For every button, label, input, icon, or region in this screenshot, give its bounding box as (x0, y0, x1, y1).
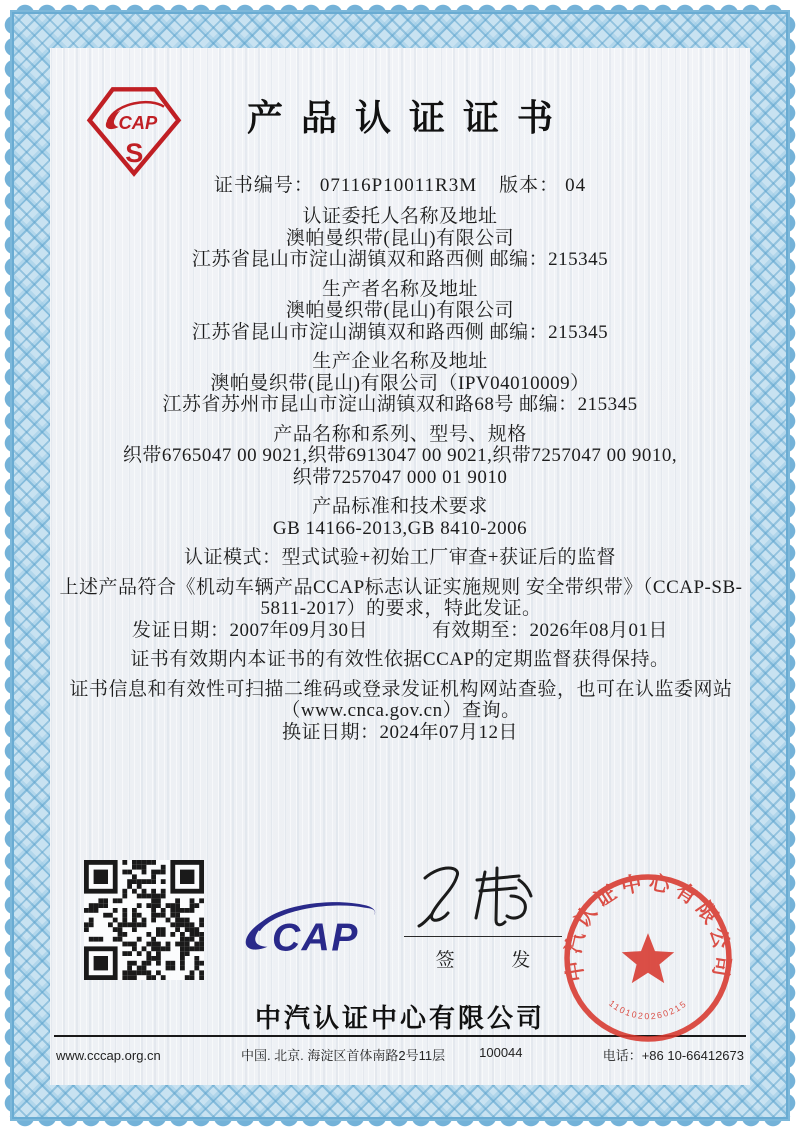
issuer-company-name: 中汽认证中心有限公司 (254, 1003, 545, 1033)
standards-section (55, 496, 745, 539)
issue-date: 发证日期：2007年09月30日 (131, 619, 368, 641)
footer-address: 中国. 北京. 海淀区首体南路2号11层 (240, 1048, 446, 1063)
certificate-body (55, 206, 745, 751)
certification-mode-line: 认证模式：型式试验+初始工厂审查+获证后的监督 (184, 547, 616, 568)
dates-row (55, 620, 745, 642)
cert-no-value: 07116P10011R3M (319, 175, 478, 196)
verification-statement: 证书信息和有效性可扫描二维码或登录发证机构网站查验，也可在认监委网站（www.cnca.gov.cn）查询。 (69, 678, 733, 721)
svg-text:1101020260215: 1101020260215 (606, 998, 690, 1022)
factory-section (55, 351, 745, 416)
producer-name: 澳帕曼织带(昆山)有限公司 (285, 300, 515, 321)
svg-text:S: S (125, 137, 144, 168)
svg-text:中汽认证中心有限公司: 中汽认证中心有限公司 (562, 872, 734, 983)
producer-heading: 生产者名称及地址 (321, 278, 478, 300)
standards-value: GB 14166-2013,GB 8410-2006 (272, 517, 528, 539)
signature-handwriting (407, 856, 559, 934)
svg-text:CAP: CAP (272, 916, 359, 960)
footer-website: www.cccap.org.cn (56, 1048, 161, 1063)
renewal-date-line: 换证日期：2024年07月12日 (281, 721, 519, 743)
svg-text:CAP: CAP (118, 111, 158, 133)
expiry-date: 有效期至：2026年08月01日 (432, 619, 669, 641)
footer-phone: 电话：+86 10-66412673 (602, 1048, 744, 1063)
product-heading: 产品名称和系列、型号、规格 (273, 423, 527, 445)
maintain-statement: 证书有效期内本证书的有效性依据CCAP的定期监督获得保持。 (130, 649, 670, 670)
certificate-number-row (0, 170, 800, 197)
qr-code (84, 860, 204, 980)
company-seal-stamp (556, 866, 740, 1050)
signature-block (404, 856, 562, 972)
signature-line (404, 936, 562, 937)
factory-name: 澳帕曼织带(昆山)有限公司（IPV04010009） (210, 372, 590, 394)
producer-section (55, 279, 745, 344)
signature-label: 签 发 (435, 950, 557, 971)
conformity-statement: 上述产品符合《机动车辆产品CCAP标志认证实施规则 安全带织带》（CCAP-SB-5811-2017）的要求，特此发证。 (59, 576, 743, 619)
applicant-heading: 认证委托人名称及地址 (302, 206, 498, 227)
applicant-name: 澳帕曼织带(昆山)有限公司 (285, 227, 515, 249)
footer-postcode: 100044 (479, 1045, 523, 1060)
factory-address: 江苏省苏州市昆山市淀山湖镇双和路68号 邮编：215345 (162, 394, 638, 415)
version-label: 版本： (499, 175, 560, 196)
footer-address-group (241, 1045, 523, 1064)
border-scallop-bottom (14, 1118, 786, 1128)
producer-address: 江苏省昆山市淀山湖镇双和路西侧 邮编：215345 (191, 321, 609, 343)
certificate-title: 产品认证证书 (246, 98, 571, 138)
version-value: 04 (565, 175, 587, 196)
standards-heading: 产品标准和技术要求 (312, 496, 488, 517)
product-section (55, 424, 745, 489)
factory-heading: 生产企业名称及地址 (312, 351, 488, 372)
product-models: 织带6765047 00 9021,织带6913047 00 9021,织带7257047 00 9010,织带7257047 000 01 9010 (122, 445, 678, 488)
applicant-address: 江苏省昆山市淀山湖镇双和路西侧 邮编：215345 (191, 249, 609, 270)
ccap-logo (233, 888, 398, 968)
applicant-section (55, 206, 745, 271)
cert-no-label: 证书编号： (213, 175, 314, 196)
